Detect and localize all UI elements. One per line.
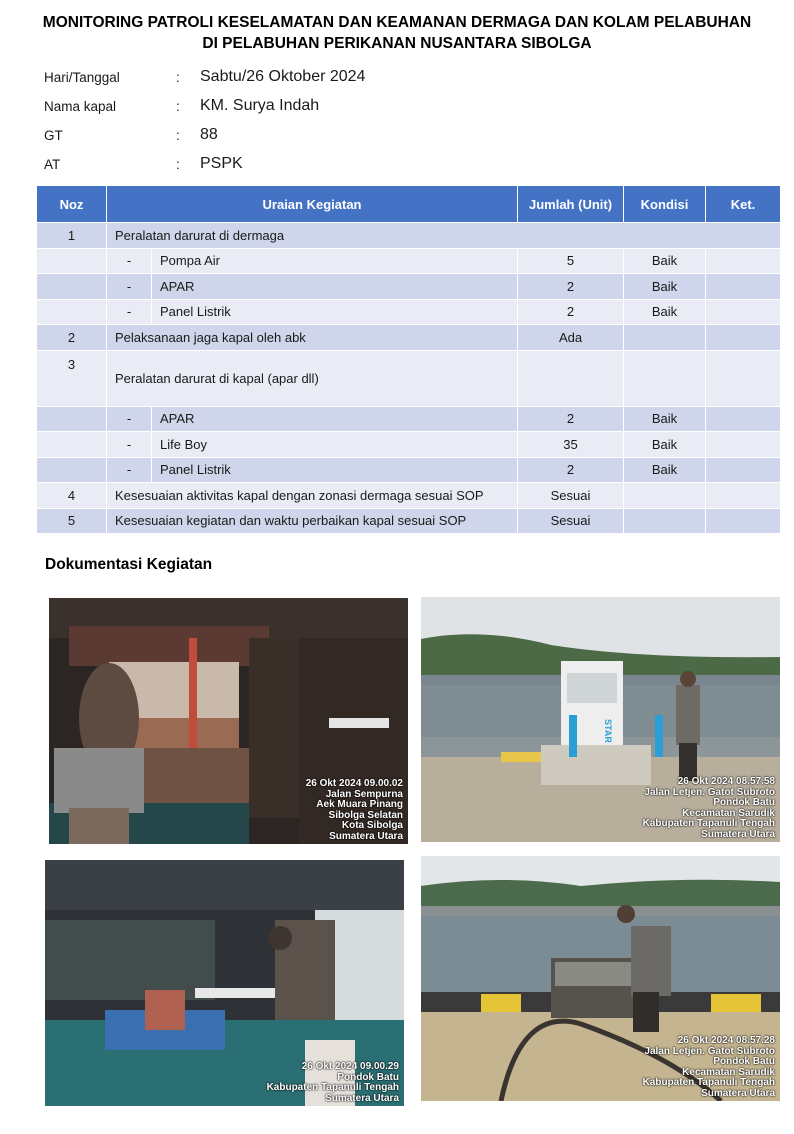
row-quantity: 2 [518, 299, 624, 325]
row-quantity: Sesuai [518, 483, 624, 509]
table-row [37, 248, 781, 274]
table-header [37, 186, 781, 223]
row-quantity: Sesuai [518, 508, 624, 534]
row-item: APAR [152, 406, 518, 432]
row-dash: - [107, 457, 152, 483]
row-number [37, 406, 107, 432]
row-number [37, 274, 107, 300]
document-title [0, 12, 794, 54]
row-description: Peralatan darurat di kapal (apar dll) [107, 350, 518, 406]
row-description: Kesesuaian kegiatan dan waktu perbaikan kapal sesuai SOP [107, 508, 518, 534]
row-item: Panel Listrik [152, 457, 518, 483]
vessel-info [44, 66, 544, 182]
header-notes: Ket. [706, 186, 781, 223]
row-item: Pompa Air [152, 248, 518, 274]
table-row [37, 299, 781, 325]
header-description: Uraian Kegiatan [107, 186, 518, 223]
row-condition: Baik [624, 274, 706, 300]
header-no: Noz [37, 186, 107, 223]
row-quantity: 2 [518, 457, 624, 483]
row-dash: - [107, 299, 152, 325]
meta-value: PSPK [200, 155, 243, 172]
row-condition: Baik [624, 299, 706, 325]
row-dash: - [107, 432, 152, 458]
row-number [37, 432, 107, 458]
meta-colon: : [176, 157, 180, 172]
photo-ship-inspection [45, 860, 404, 1106]
row-quantity [518, 350, 624, 406]
row-number: 5 [37, 508, 107, 534]
title-line-1: MONITORING PATROLI KESELAMATAN DAN KEAMANAN DERMAGA DAN KOLAM PELABUHAN [42, 14, 752, 31]
stamp-line: Kabupaten Tapanuli Tengah [642, 818, 775, 829]
photo-electrical-panel [421, 856, 780, 1101]
stamp-line: Sumatera Utara [701, 1087, 775, 1099]
meta-at [44, 153, 544, 182]
stamp-line: Kota Sibolga [341, 820, 403, 831]
row-number: 1 [37, 223, 107, 249]
row-notes [706, 274, 781, 300]
stamp-line: Pondok Batu [713, 797, 775, 808]
row-quantity: 2 [518, 406, 624, 432]
meta-label: Hari/Tanggal [44, 70, 120, 85]
stamp-line: Kecamatan Sarudik [682, 1066, 775, 1078]
row-item: Life Boy [152, 432, 518, 458]
table-row [37, 325, 781, 351]
header-quantity: Jumlah (Unit) [518, 186, 624, 223]
documentation-heading: Dokumentasi Kegiatan [45, 556, 213, 573]
row-condition [624, 483, 706, 509]
row-number: 2 [37, 325, 107, 351]
stamp-line: Kabupaten Tapanuli Tengah [642, 1077, 775, 1088]
row-notes [706, 299, 781, 325]
row-description: Kesesuaian aktivitas kapal dengan zonasi dermaga sesuai SOP [107, 483, 518, 509]
meta-date [44, 66, 544, 95]
stamp-line: Jalan Letjen. Gatot Subroto [644, 1045, 775, 1057]
photo-ship-doorway [49, 598, 408, 844]
header-condition: Kondisi [624, 186, 706, 223]
table-row [37, 274, 781, 300]
row-notes [706, 457, 781, 483]
stamp-line: Pondok Batu [337, 1071, 399, 1083]
row-number: 4 [37, 483, 107, 509]
row-condition [624, 325, 706, 351]
table-row [37, 483, 781, 509]
table-row [37, 223, 781, 249]
stamp-line: Pondok Batu [713, 1056, 775, 1067]
meta-value: Sabtu/26 Oktober 2024 [200, 68, 366, 85]
meta-label: Nama kapal [44, 99, 117, 114]
stamp-line: 26 Okt 2024 08.57.28 [677, 1035, 775, 1046]
photo-timestamp [643, 1036, 775, 1099]
stamp-line: 26 Okt 2024 09.00.29 [301, 1061, 399, 1072]
row-notes [706, 350, 781, 406]
meta-colon: : [176, 99, 180, 114]
stamp-line: 26 Okt 2024 08.57.58 [677, 776, 775, 787]
row-notes [706, 406, 781, 432]
row-quantity: 2 [518, 274, 624, 300]
row-item: Panel Listrik [152, 299, 518, 325]
row-number: 3 [37, 350, 107, 406]
row-quantity: 5 [518, 248, 624, 274]
stamp-line: Aek Muara Pinang [316, 799, 403, 810]
row-condition: Baik [624, 457, 706, 483]
row-quantity: 35 [518, 432, 624, 458]
meta-value: 88 [200, 126, 218, 143]
row-number [37, 457, 107, 483]
row-condition: Baik [624, 432, 706, 458]
stamp-line: 26 Okt 2024 09.00.02 [305, 778, 403, 789]
stamp-line: Jalan Sempurna [325, 788, 403, 800]
table-row [37, 457, 781, 483]
row-quantity: Ada [518, 325, 624, 351]
row-dash: - [107, 406, 152, 432]
row-notes [706, 325, 781, 351]
row-description: Pelaksanaan jaga kapal oleh abk [107, 325, 518, 351]
photo-timestamp [306, 779, 403, 842]
row-notes [706, 432, 781, 458]
row-number [37, 248, 107, 274]
stamp-line: Kecamatan Sarudik [682, 807, 775, 819]
row-dash: - [107, 274, 152, 300]
row-dash: - [107, 248, 152, 274]
meta-gt [44, 124, 544, 153]
title-line-2: DI PELABUHAN PERIKANAN NUSANTARA SIBOLGA [202, 35, 592, 52]
meta-ship-name [44, 95, 544, 124]
monitoring-table [36, 185, 781, 534]
meta-value: KM. Surya Indah [200, 97, 320, 114]
stamp-line: Sibolga Selatan [328, 809, 403, 821]
meta-label: AT [44, 157, 61, 172]
stamp-line: Sumatera Utara [701, 828, 775, 840]
row-notes [706, 508, 781, 534]
table-row [37, 508, 781, 534]
table-row [37, 350, 781, 406]
meta-colon: : [176, 70, 180, 85]
row-item: APAR [152, 274, 518, 300]
row-condition: Baik [624, 406, 706, 432]
row-notes [706, 248, 781, 274]
row-condition: Baik [624, 248, 706, 274]
stamp-line: Jalan Letjen. Gatot Subroto [644, 786, 775, 798]
photo-pump-station [421, 597, 780, 842]
stamp-line: Kabupaten Tapanuli Tengah [266, 1082, 399, 1093]
row-notes [706, 483, 781, 509]
row-condition [624, 508, 706, 534]
row-number [37, 299, 107, 325]
row-condition [624, 350, 706, 406]
stamp-line: Sumatera Utara [329, 830, 403, 842]
photo-timestamp [643, 777, 775, 840]
stamp-line: Sumatera Utara [325, 1092, 399, 1104]
row-description: Peralatan darurat di dermaga [107, 223, 781, 249]
photo-timestamp [267, 1062, 399, 1104]
meta-colon: : [176, 128, 180, 143]
meta-label: GT [44, 128, 63, 143]
table-row [37, 432, 781, 458]
table-row [37, 406, 781, 432]
pump-star-label: STAR [603, 719, 613, 743]
